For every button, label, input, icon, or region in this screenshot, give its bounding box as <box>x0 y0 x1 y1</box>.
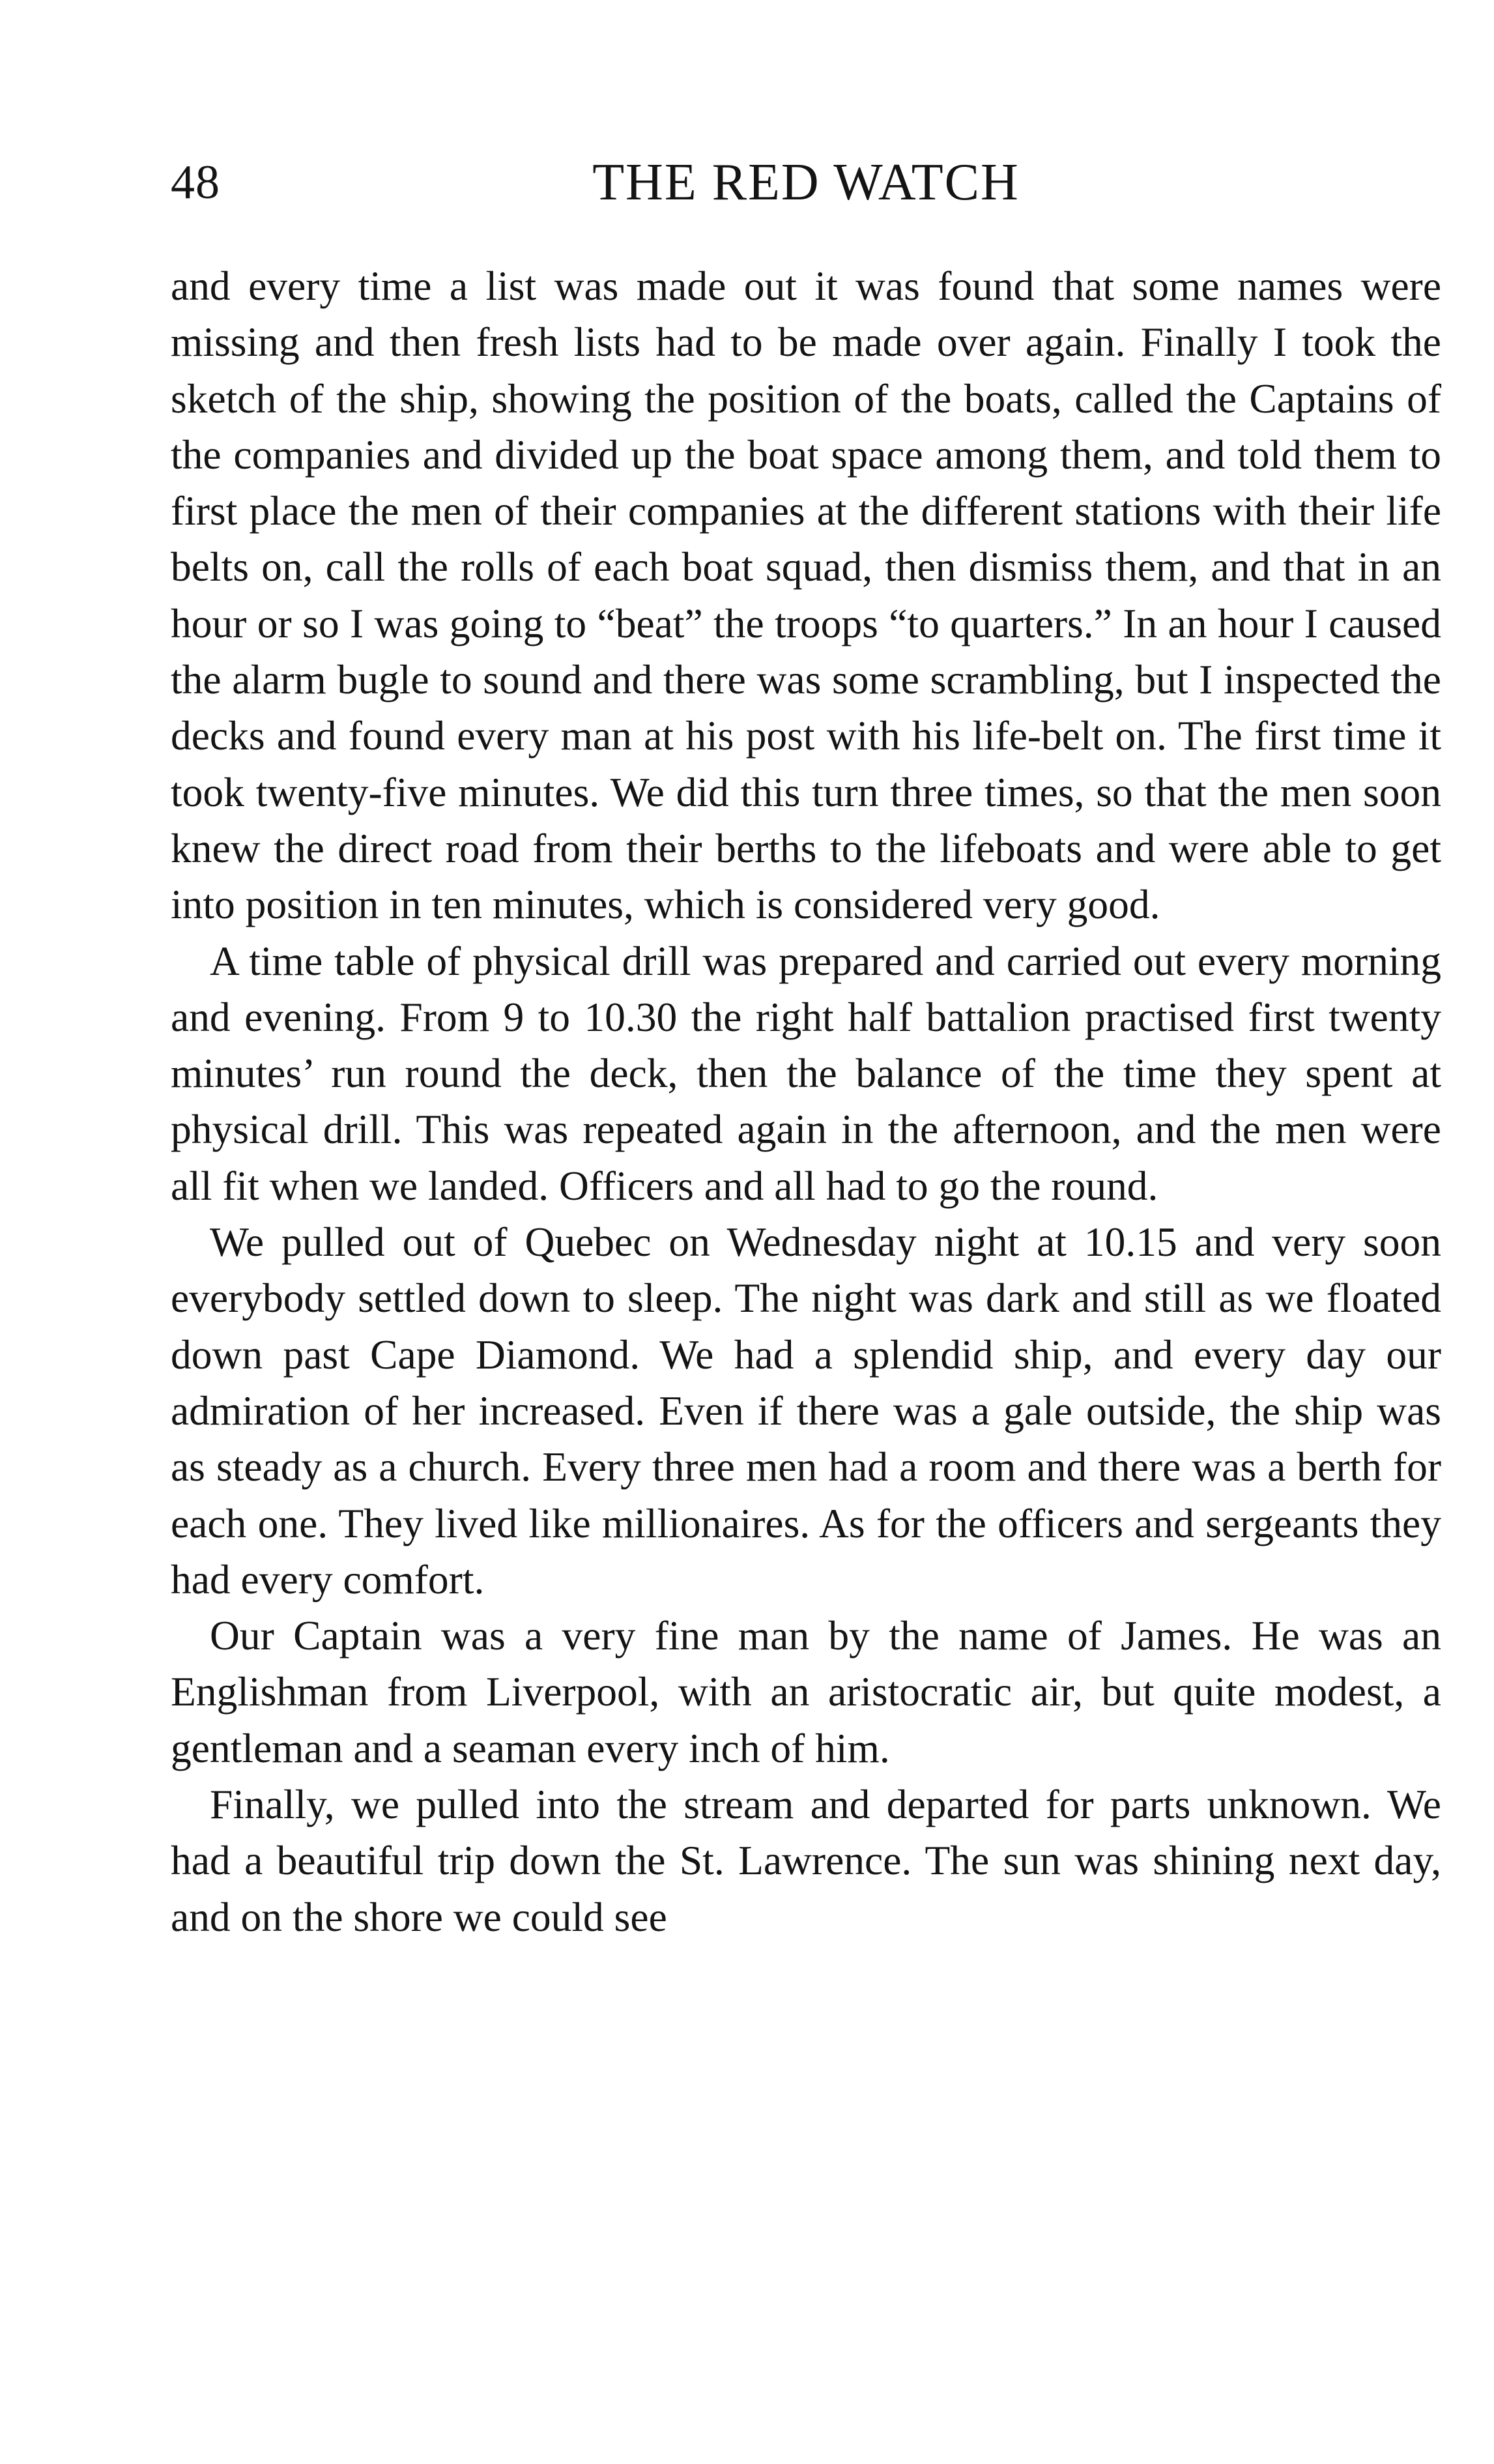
paragraph-physical-drill: A time table of physical drill was prepared and carried out every morning and evening. From 9 to 10.30 the right half battalion practised first twenty minutes’ run round the deck, then the balance of the time they spent at physical drill. This was repeated again in the afternoon, and the men were all fit when we landed. Officers and all had to go the round. <box>171 937 1441 1209</box>
running-head-title: THE RED WATCH <box>592 154 1020 211</box>
body-text <box>171 258 1441 1945</box>
page-number: 48 <box>171 156 220 209</box>
page-header <box>171 143 1441 222</box>
paragraph-captain: Our Captain was a very fine man by the name of James. He was an Englishman from Liverpool, with an aristocratic air, but quite modest, a gentleman and a seaman every inch of him. <box>171 1612 1441 1771</box>
paragraph-continued: and every time a list was made out it was found that some names were missing and then fresh lists had to be made over again. Finally I took the sketch of the ship, showing the position of the boats, called the Captains of the companies and divided up the boat space among them, and told them to first place the men of their companies at the different stations with their life belts on, call the rolls of each boat squad, then dismiss them, and that in an hour or so I was going to “beat” the troops “to quarters.” In an hour I caused the alarm bugle to sound and there was some scrambling, but I inspected the decks and found every man at his post with his life-belt on. The first time it took twenty-five minutes. We did this turn three times, so that the men soon knew the direct road from their berths to the lifeboats and were able to get into position in ten minutes, which is considered very good. <box>171 263 1441 928</box>
paragraph-st-lawrence: Finally, we pulled into the stream and departed for parts unknown. We had a beautiful trip down the St. Lawrence. The sun was shining next day, and on the shore we could see <box>171 1781 1441 1940</box>
paragraph-departure-quebec: We pulled out of Quebec on Wednesday night at 10.15 and very soon everybody settled down to sleep. The night was dark and still as we floated down past Cape Diamond. We had a splendid ship, and every day our admiration of her increased. Even if there was a gale outside, the ship was as steady as a church. Every three men had a room and there was a berth for each one. They lived like millionaires. As for the officers and sergeants they had every comfort. <box>171 1219 1441 1602</box>
